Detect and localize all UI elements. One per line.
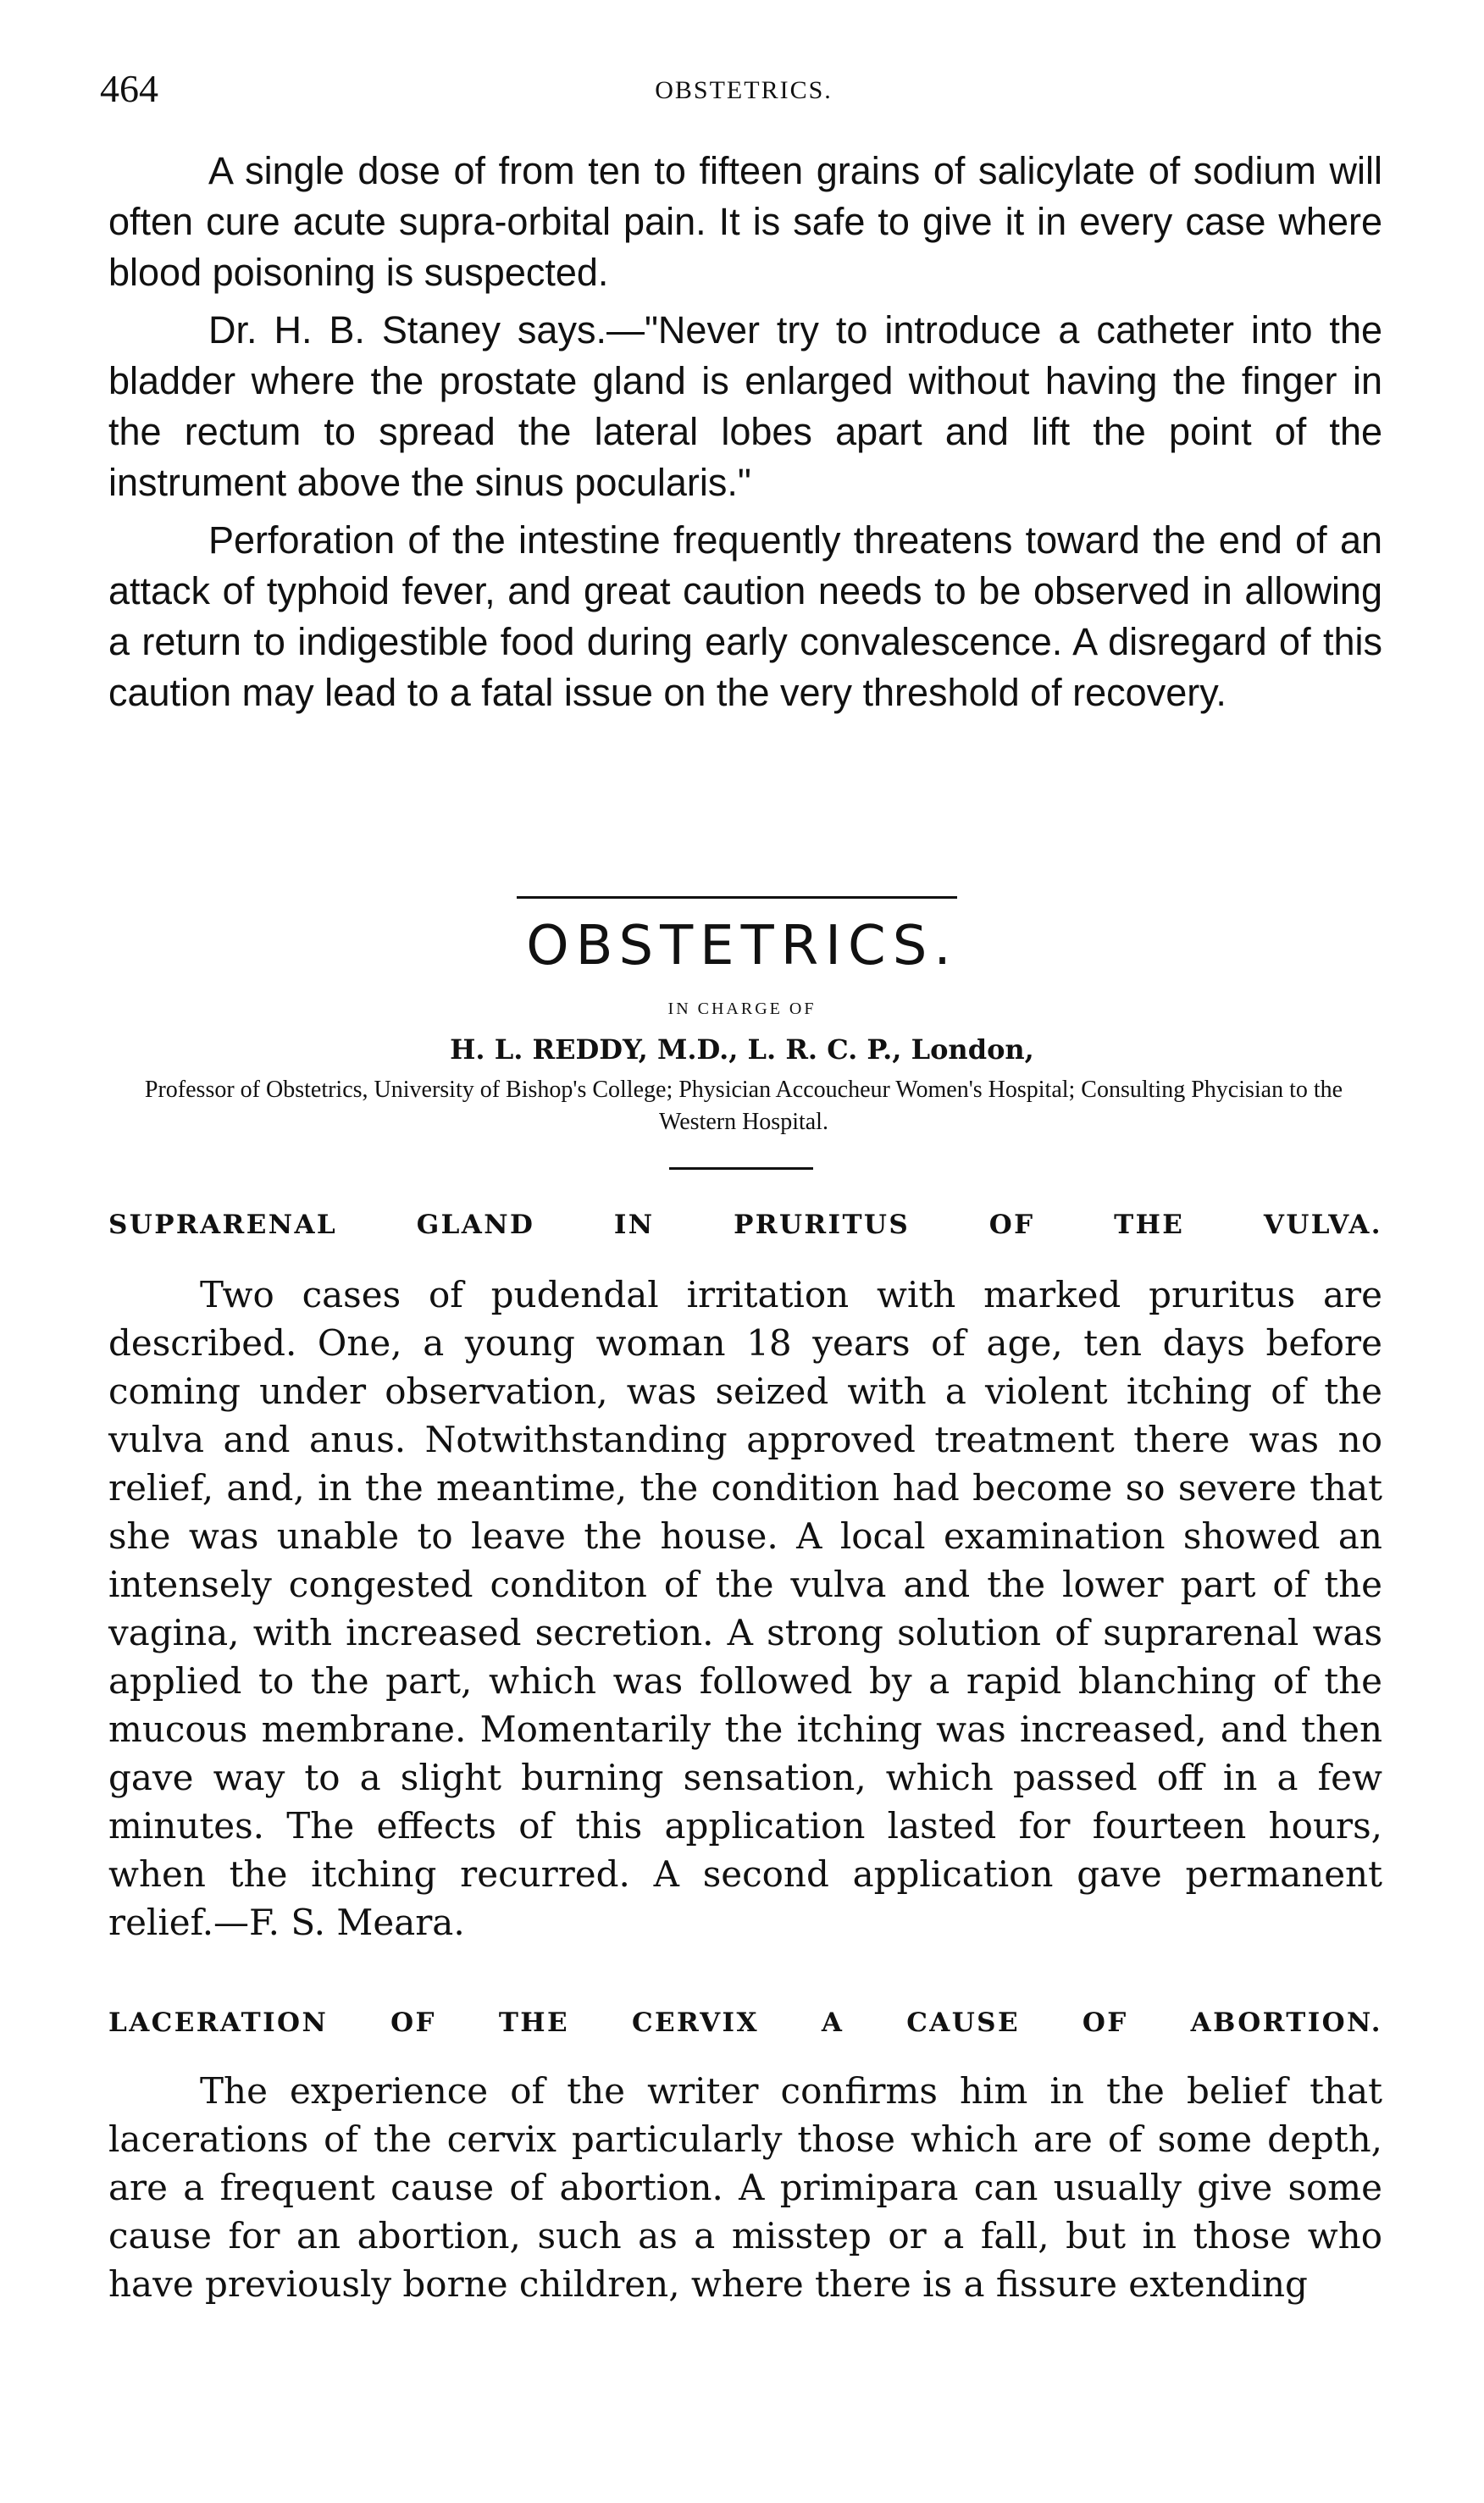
page-number: 464 <box>100 67 158 110</box>
paragraph-salicylate: A single dose of from ten to fifteen grains of salicylate of sodium will often cure acute supra-orbital pain. It is safe to give it in every case where blood poisoning is suspected. <box>108 149 1382 294</box>
section-divider-rule <box>517 896 957 899</box>
short-divider-rule <box>669 1167 813 1170</box>
article-heading-suprarenal: SUPRARENAL GLAND IN PRURITUS OF THE VULVA. <box>108 1210 1382 1240</box>
paragraph-catheter: Dr. H. B. Staney says.—"Never try to introduce a catheter into the bladder where the prostate gland is enlarged without having the finger in the rectum to spread the lateral lobes apart and lift the point of the instrument above the sinus pocularis." <box>108 308 1382 504</box>
paragraph-perforation: Perforation of the intestine frequently threatens toward the end of an attack of typhoid fever, and great caution needs to be observed in allowing a return to indigestible food during early convalescence. A disregard of this caution may lead to a fatal issue on the very threshold of recovery. <box>108 518 1382 714</box>
running-title: OBSTETRICS. <box>655 76 833 104</box>
article-body-suprarenal-block <box>108 1271 1382 1946</box>
article-body-suprarenal: Two cases of pudendal irritation with marked pruritus are described. One, a young woman 18 years of age, ten days before coming under observation, was seized with a violent itching of the vulva and anus. Notwithstanding approved treatment there was no relief, and, in the meantime, the condition had become so severe that she was unable to leave the house. A local examination showed an intensely congested conditon of the vulva and the lower part of the vagina, with increased secretion. A strong solution of suprarenal was applied to the part, which was followed by a rapid blanching of the mucous membrane. Momentarily the itching was increased, and then gave way to a slight burning sensation, which passed off in a few minutes. The effects of this application lasted for fourteen hours, when the itching recurred. A second application gave permanent relief.—F. S. Meara. <box>108 1274 1382 1943</box>
article-heading-laceration: LACERATION OF THE CERVIX A CAUSE OF ABORTION. <box>108 2007 1382 2038</box>
editor-name: H. L. REDDY, M.D., L. R. C. P., London, <box>450 1033 1034 1066</box>
in-charge-label: IN CHARGE OF <box>667 1000 817 1018</box>
top-text-block <box>108 146 1382 718</box>
article-body-laceration-block <box>108 2067 1382 2308</box>
article-body-laceration: The experience of the writer confirms him in the belief that lacerations of the cervix particularly those which are of some depth, are a frequent cause of abortion. A primipara can usually give some cause for an abortion, such as a misstep or a fall, but in those who have previously borne children, where there is a fissure extending <box>108 2070 1382 2305</box>
editor-affiliation: Professor of Obstetrics, University of Bishop's College; Physician Accoucheur Women's Hospital; Consulting Phycisian to the Western Hospital. <box>144 1077 1343 1135</box>
section-title: OBSTETRICS. <box>526 915 958 977</box>
running-head <box>100 66 1387 117</box>
